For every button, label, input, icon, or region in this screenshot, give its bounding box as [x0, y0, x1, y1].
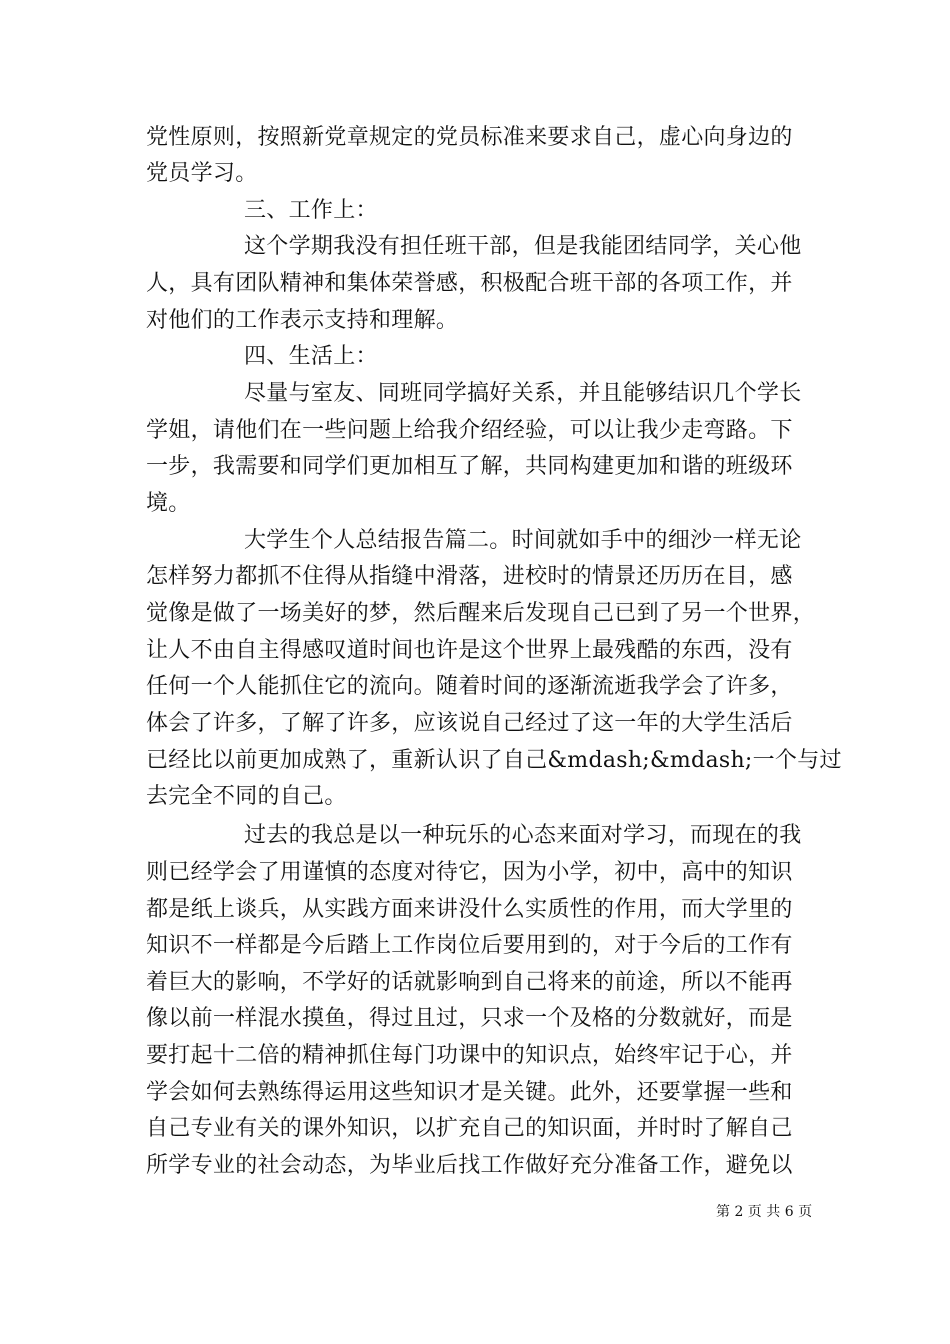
- text-line: 学姐，请他们在一些问题上给我介绍经验，可以让我少走弯路。下: [146, 418, 793, 443]
- text-line: 学会如何去熟练得运用这些知识才是关键。此外，还要掌握一些和: [146, 1080, 793, 1105]
- text-line: 境。: [146, 491, 191, 516]
- text-line: 去完全不同的自己。: [146, 784, 347, 809]
- text-line: 让人不由自主得感叹道时间也许是这个世界上最残酷的东西，没有: [146, 638, 793, 663]
- text-line: 已经比以前更加成熟了，重新认识了自己&mdash;&mdash;一个与过: [146, 748, 842, 773]
- text-line: 过去的我总是以一种玩乐的心态来面对学习，而现在的我: [244, 823, 802, 848]
- text-line: 着巨大的影响，不学好的话就影响到自己将来的前途，所以不能再: [146, 970, 793, 995]
- text-line: 人，具有团队精神和集体荣誉感，积极配合班干部的各项工作，并: [146, 271, 793, 296]
- text-line: 这个学期我没有担任班干部，但是我能团结同学，关心他: [244, 234, 802, 259]
- text-line: 知识不一样都是今后踏上工作岗位后要用到的，对于今后的工作有: [146, 933, 793, 958]
- text-line: 党性原则，按照新党章规定的党员标准来要求自己，虚心向身边的: [146, 125, 793, 150]
- section-heading: 四、生活上：: [244, 344, 378, 369]
- text-line: 所学专业的社会动态，为毕业后找工作做好充分准备工作，避免以: [146, 1153, 793, 1178]
- text-line: 都是纸上谈兵，从实践方面来讲没什么实质性的作用，而大学里的: [146, 897, 793, 922]
- text-line: 怎样努力都抓不住得从指缝中滑落，进校时的情景还历历在目，感: [146, 564, 793, 589]
- text-line: 则已经学会了用谨慎的态度对待它，因为小学，初中，高中的知识: [146, 860, 793, 885]
- text-line: 要打起十二倍的精神抓住每门功课中的知识点，始终牢记于心，并: [146, 1043, 793, 1068]
- text-line: 一步，我需要和同学们更加相互了解，共同构建更加和谐的班级环: [146, 454, 793, 479]
- text-line: 党员学习。: [146, 161, 258, 186]
- text-line: 体会了许多，了解了许多，应该说自己经过了这一年的大学生活后: [146, 711, 793, 736]
- page-number: 第 2 页 共 6 页: [716, 1204, 813, 1220]
- text-line: 大学生个人总结报告篇二。时间就如手中的细沙一样无论: [244, 528, 802, 553]
- section-heading: 三、工作上：: [244, 198, 378, 223]
- text-line: 像以前一样混水摸鱼，得过且过，只求一个及格的分数就好，而是: [146, 1006, 793, 1031]
- text-line: 自己专业有关的课外知识，以扩充自己的知识面，并时时了解自己: [146, 1116, 793, 1141]
- text-line: 对他们的工作表示支持和理解。: [146, 308, 459, 333]
- text-line: 任何一个人能抓住它的流向。随着时间的逐渐流逝我学会了许多，: [146, 674, 793, 699]
- text-line: 觉像是做了一场美好的梦，然后醒来后发现自己已到了另一个世界，: [146, 601, 816, 626]
- text-line: 尽量与室友、同班同学搞好关系，并且能够结识几个学长: [244, 381, 802, 406]
